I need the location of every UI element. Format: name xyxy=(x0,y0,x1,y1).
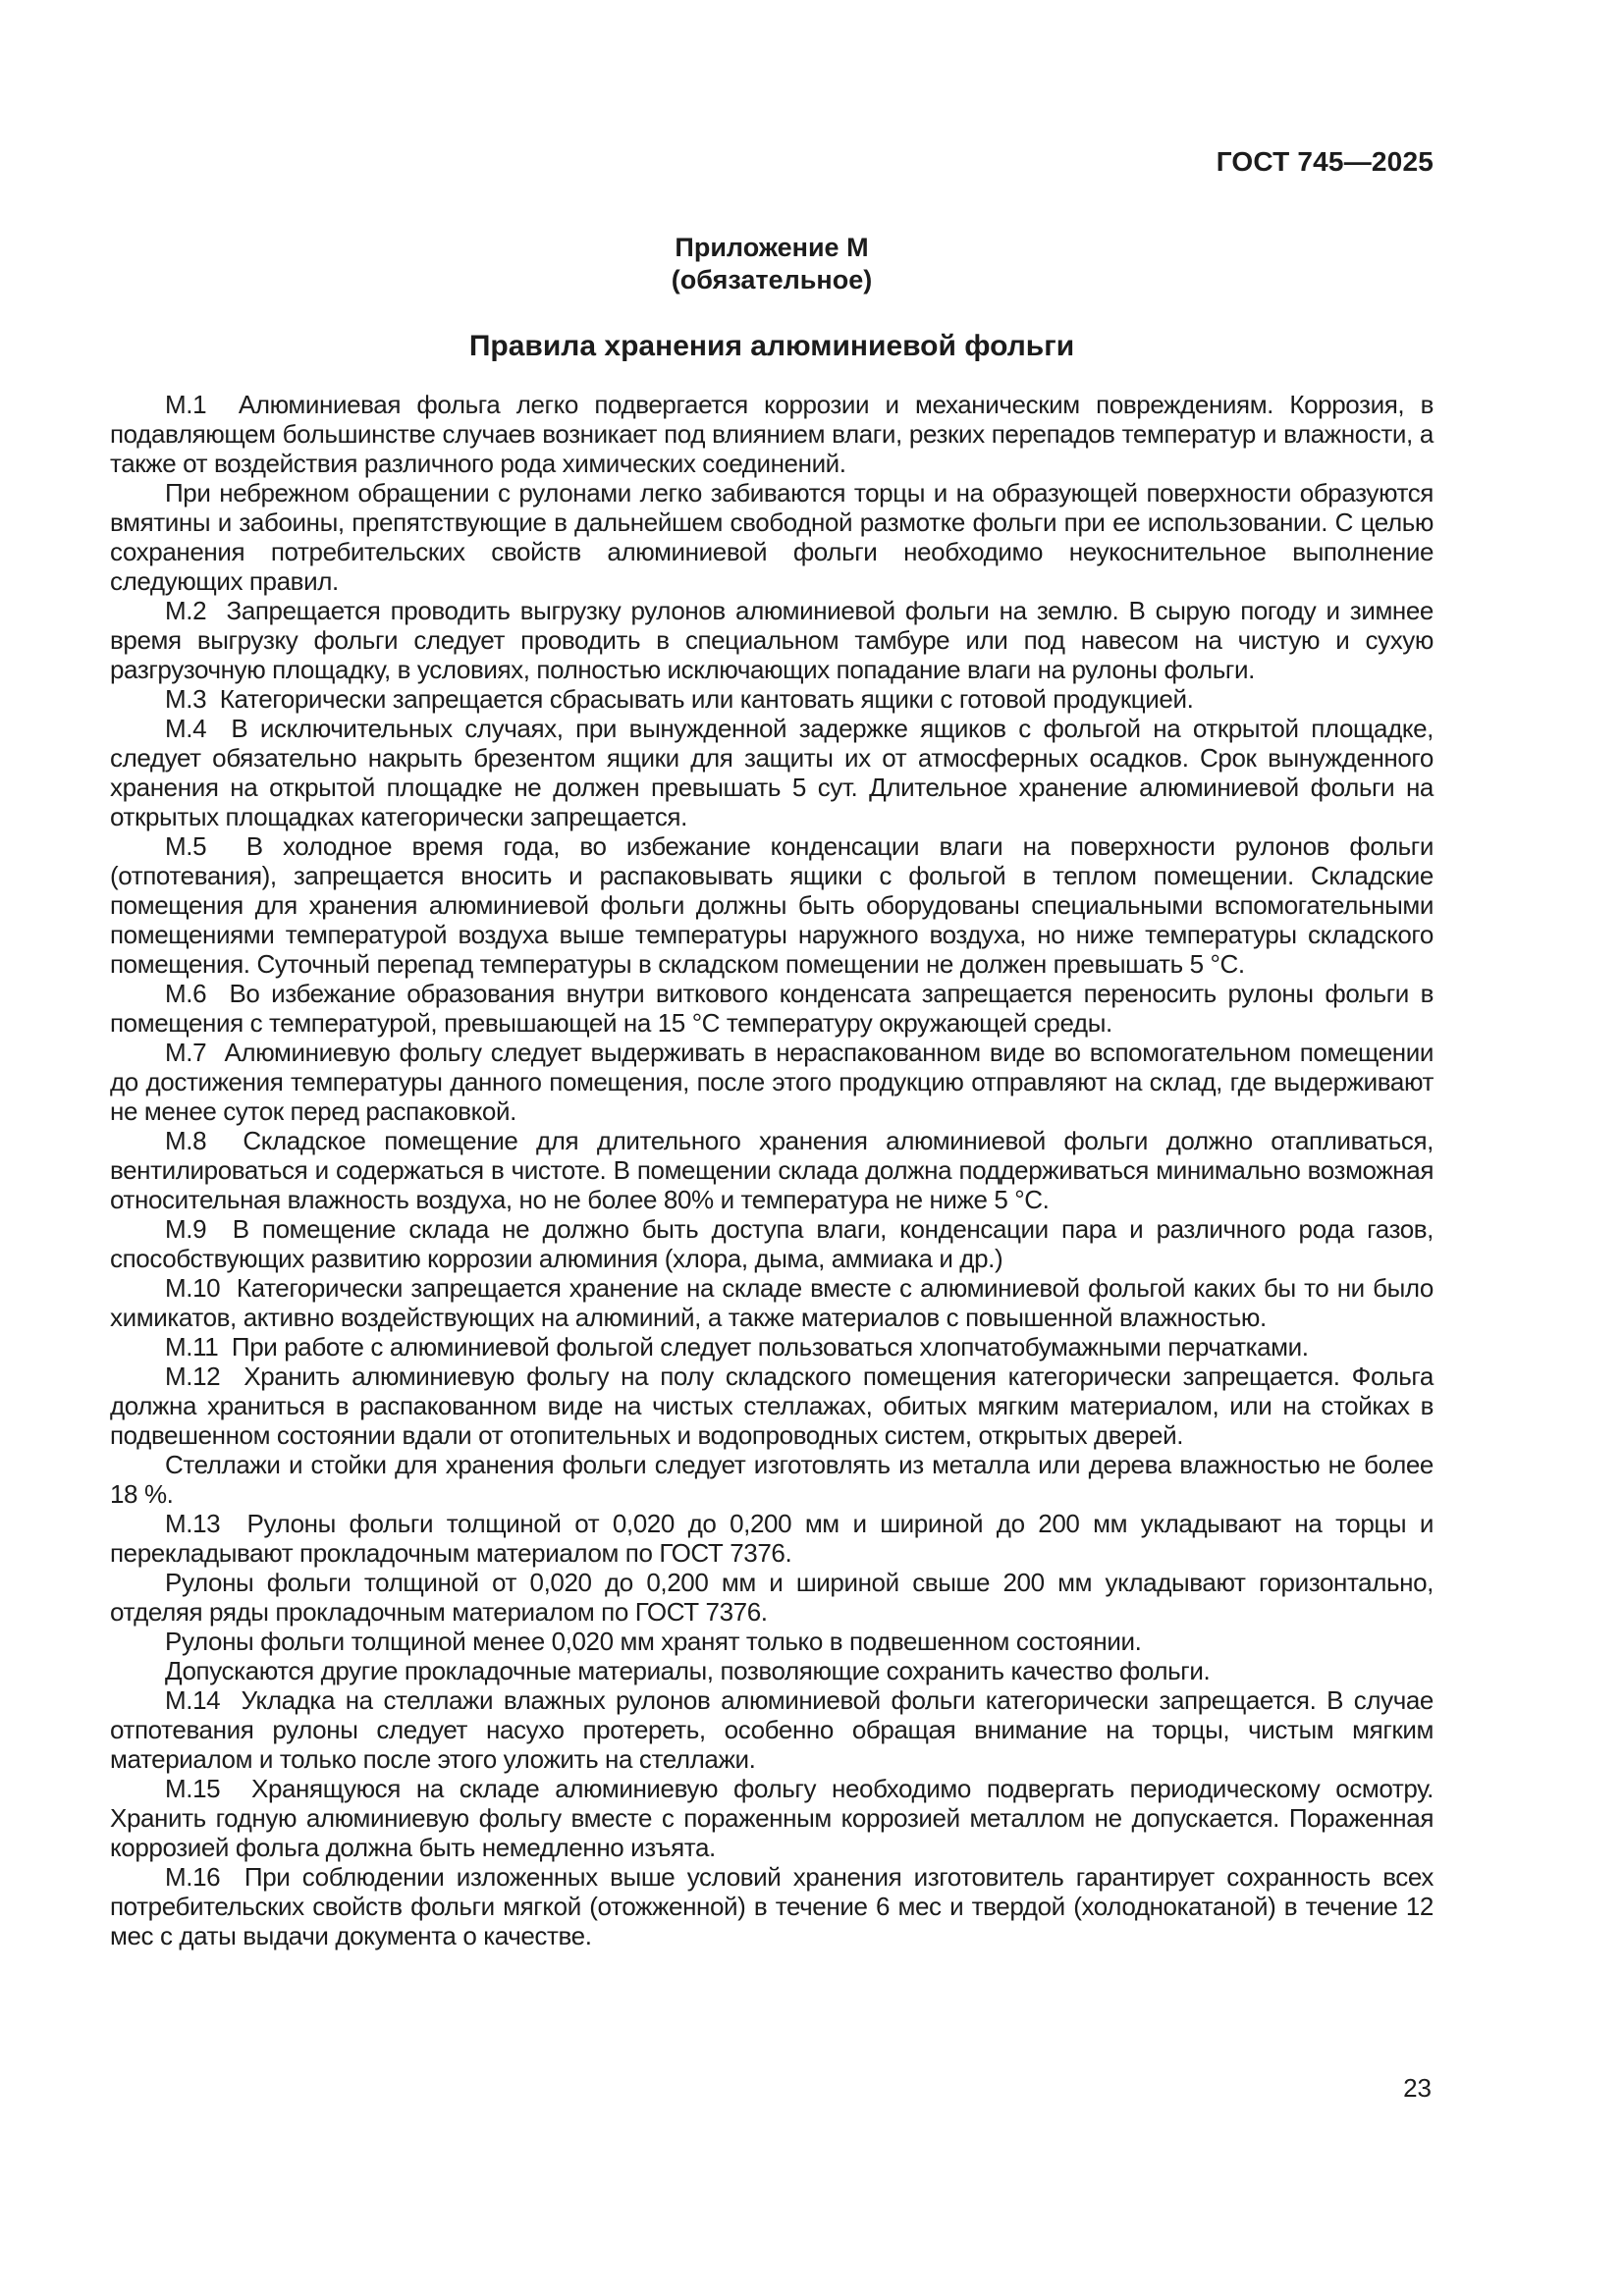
paragraph: М.16 При соблюдении изложенных выше условий хранения изготовитель гарантирует сохранность всех потребительских свойств фольги мягкой (отожженной) в течение 6 мес и твердой (холоднокатаной) в течение 12 мес с даты выдачи документа о качестве. xyxy=(110,1862,1434,1950)
paragraph: М.3 Категорически запрещается сбрасывать или кантовать ящики с готовой продукцией. xyxy=(165,684,1194,714)
doc-number: ГОСТ 745—2025 xyxy=(1216,146,1434,177)
paragraph: М.13 Рулоны фольги толщиной от 0,020 до 0,200 мм и шириной до 200 мм укладывают на торцы и перекладывают прокладочным материалом по ГОСТ 7376. xyxy=(110,1509,1434,1568)
paragraph: Стеллажи и стойки для хранения фольги следует изготовлять из металла или дерева влажностью не более 18 %. xyxy=(110,1450,1434,1509)
paragraph: М.6 Во избежание образования внутри виткового конденсата запрещается переносить рулоны фольги в помещения с температурой, превышающей на 15 °С температуру окружающей среды. xyxy=(110,979,1434,1038)
document-body xyxy=(110,390,1434,1950)
paragraph: М.9 В помещение склада не должно быть доступа влаги, конденсации пара и различного рода газов, способствующих развитию коррозии алюминия (хлора, дыма, аммиака и др.) xyxy=(110,1214,1434,1273)
paragraph: М.10 Категорически запрещается хранение на складе вместе с алюминиевой фольгой каких бы то ни было химикатов, активно воздействующих на алюминий, а также материалов с повышенной влажностью. xyxy=(110,1273,1434,1332)
page-title: Правила хранения алюминиевой фольги xyxy=(468,330,1075,362)
paragraph: Рулоны фольги толщиной менее 0,020 мм хранят только в подвешенном состоянии. xyxy=(165,1627,1142,1656)
paragraph: М.1 Алюминиевая фольга легко подвергается коррозии и механическим повреждениям. Коррозия, в подавляющем большинстве случаев возникает под влиянием влаги, резких перепадов температур и влажности, а также от воздействия различного рода химических соединений. xyxy=(110,390,1434,478)
appendix-label: Приложение М xyxy=(675,233,869,262)
paragraph: При небрежном обращении с рулонами легко забиваются торцы и на образующей поверхности образуются вмятины и забоины, препятствующие в дальнейшем свободной размотке фольги при ее использовании. С целью сохранения потребительских свойств алюминиевой фольги необходимо неукоснительное выполнение следующих правил. xyxy=(110,478,1434,596)
content-column xyxy=(110,0,1434,1950)
paragraph: М.2 Запрещается проводить выгрузку рулонов алюминиевой фольги на землю. В сырую погоду и зимнее время выгрузку фольги следует проводить в специальном тамбуре или под навесом на чистую и сухую разгрузочную площадку, в условиях, полностью исключающих попадание влаги на рулоны фольги. xyxy=(110,596,1434,684)
paragraph: М.15 Хранящуюся на складе алюминиевую фольгу необходимо подвергать периодическому осмотру. Хранить годную алюминиевую фольгу вместе с пораженным коррозией металлом не допускается. Пораженная коррозией фольга должна быть немедленно изъята. xyxy=(110,1774,1434,1862)
paragraph: М.4 В исключительных случаях, при вынужденной задержке ящиков с фольгой на открытой площадке, следует обязательно накрыть брезентом ящики для защиты их от атмосферных осадков. Срок вынужденного хранения на открытой площадке не должен превышать 5 сут. Длительное хранение алюминиевой фольги на открытых площадках категорически запрещается. xyxy=(110,714,1434,831)
paragraph: М.5 В холодное время года, во избежание конденсации влаги на поверхности рулонов фольги (отпотевания), запрещается вносить и распаковывать ящики с фольгой в теплом помещении. Складские помещения для хранения алюминиевой фольги должны быть оборудованы специальными вспомогательными помещениями температурой воздуха выше температуры наружного воздуха, но ниже температуры складского помещения. Суточный перепад температуры в складском помещении не должен превышать 5 °С. xyxy=(110,831,1434,979)
paragraph: Рулоны фольги толщиной от 0,020 до 0,200 мм и шириной свыше 200 мм укладывают горизонтально, отделяя ряды прокладочным материалом по ГОСТ 7376. xyxy=(110,1568,1434,1627)
paragraph: М.11 При работе с алюминиевой фольгой следует пользоваться хлопчатобумажными перчатками. xyxy=(165,1332,1309,1362)
appendix-status: (обязательное) xyxy=(671,265,873,294)
paragraph: М.8 Складское помещение для длительного хранения алюминиевой фольги должно отапливаться, вентилироваться и содержаться в чистоте. В помещении склада должна поддерживаться минимально возможная относительная влажность воздуха, но не более 80% и температура не ниже 5 °С. xyxy=(110,1126,1434,1214)
paragraph: М.12 Хранить алюминиевую фольгу на полу складского помещения категорически запрещается. Фольга должна храниться в распакованном виде на чистых стеллажах, обитых мягким материалом, или на стойках в подвешенном состоянии вдали от отопительных и водопроводных систем, открытых дверей. xyxy=(110,1362,1434,1450)
paragraph: М.7 Алюминиевую фольгу следует выдерживать в нераспакованном виде во вспомогательном помещении до достижения температуры данного помещения, после этого продукцию отправляют на склад, где выдерживают не менее суток перед распаковкой. xyxy=(110,1038,1434,1126)
paragraph: Допускаются другие прокладочные материалы, позволяющие сохранить качество фольги. xyxy=(165,1656,1211,1685)
page-number: 23 xyxy=(1403,2073,1432,2103)
paragraph: М.14 Укладка на стеллажи влажных рулонов алюминиевой фольги категорически запрещается. В случае отпотевания рулоны следует насухо протереть, особенно обращая внимание на торцы, чистым мягким материалом и только после этого уложить на стеллажи. xyxy=(110,1685,1434,1774)
